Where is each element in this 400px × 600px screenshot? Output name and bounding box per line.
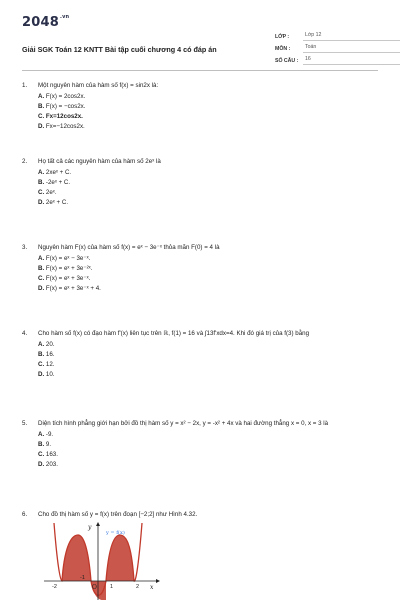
option-d[interactable]	[38, 461, 378, 471]
option-b[interactable]	[38, 265, 378, 275]
tick-label-neg2: -2	[52, 584, 57, 590]
question-number: 6.	[22, 511, 28, 518]
meta-row-grade	[275, 29, 400, 41]
option-a[interactable]	[38, 255, 378, 265]
question-3	[22, 244, 378, 295]
option-key: D.	[38, 285, 45, 293]
option-key: D.	[38, 371, 45, 379]
logo-text: 2048	[22, 15, 59, 30]
option-key: A.	[38, 431, 45, 439]
meta-value: Lớp 12	[303, 32, 400, 41]
tick-label-2: 2	[136, 584, 140, 590]
option-c[interactable]	[38, 275, 378, 285]
question-text: Họ tất cả các nguyên hàm của hàm số 2eˣ là	[38, 158, 161, 165]
options-list	[22, 255, 378, 295]
option-b[interactable]	[38, 103, 378, 113]
option-a[interactable]	[38, 341, 378, 351]
logo-domain: .vn	[59, 14, 70, 20]
option-text: 12.	[44, 361, 55, 369]
meta-label: MÔN :	[275, 45, 291, 52]
y-axis-arrow	[96, 522, 100, 526]
option-key: C.	[38, 113, 45, 121]
option-c[interactable]	[38, 451, 378, 461]
option-b[interactable]	[38, 351, 378, 361]
function-graph	[40, 521, 160, 600]
question-text: Cho hàm số f(x) có đạo hàm f'(x) liên tục trên ℝ, f(1) = 16 và ∫13f'xdx=4. Khi đó giá trị của f(3) bằng	[38, 330, 310, 337]
option-text: F(x) = eˣ + 3e⁻²ˣ.	[44, 265, 93, 273]
options-list	[22, 93, 378, 133]
option-a[interactable]	[38, 431, 378, 441]
question-number: 1.	[22, 82, 28, 89]
option-key: A.	[38, 169, 45, 177]
shaded-region-left	[62, 535, 91, 581]
option-key: A.	[38, 341, 45, 349]
tick-label-neg1: -1	[80, 575, 85, 581]
question-4	[22, 330, 378, 381]
document-title: Giải SGK Toán 12 KNTT Bài tập cuối chương 4 có đáp án	[22, 45, 217, 54]
option-text: 16.	[44, 351, 55, 359]
meta-row-count	[275, 53, 400, 65]
option-d[interactable]	[38, 285, 378, 295]
options-list	[22, 169, 378, 209]
y-axis-label: y	[88, 524, 92, 531]
option-key: D.	[38, 123, 45, 131]
option-d[interactable]	[38, 199, 378, 209]
question-text: Một nguyên hàm của hàm số f(x) = sin2x là:	[38, 82, 159, 89]
site-logo[interactable]	[22, 14, 69, 32]
option-c[interactable]	[38, 361, 378, 371]
header-divider	[22, 70, 378, 71]
option-d[interactable]	[38, 123, 378, 133]
origin-label: O	[92, 584, 97, 591]
x-axis-arrow	[156, 579, 160, 583]
option-text: Fx=12cos2x.	[44, 113, 83, 121]
question-text: Cho đồ thị hàm số y = f(x) trên đoạn [−2;2] như Hình 4.32.	[38, 511, 198, 518]
option-text: -2eˣ + C.	[44, 179, 71, 187]
question-text: Diện tích hình phẳng giới hạn bởi đồ thị hàm số y = x² − 2x, y = -x² + 4x và hai đường thẳng x = 0, x = 3 là	[38, 420, 329, 427]
document-header	[22, 12, 378, 74]
option-text: 10.	[44, 371, 55, 379]
question-1	[22, 82, 378, 133]
option-text: 2eˣ + C.	[44, 199, 69, 207]
question-6	[22, 511, 378, 519]
option-key: B.	[38, 441, 45, 449]
shaded-region-right	[106, 535, 134, 581]
meta-row-subject	[275, 41, 400, 53]
option-a[interactable]	[38, 93, 378, 103]
option-key: B.	[38, 103, 45, 111]
option-text: F(x) = eˣ + 3e⁻ˣ + 4.	[44, 285, 101, 293]
option-text: F(x) = −cos2x.	[44, 103, 86, 111]
option-key: A.	[38, 93, 45, 101]
option-b[interactable]	[38, 441, 378, 451]
question-2	[22, 158, 378, 209]
meta-info	[275, 29, 400, 65]
option-text: F(x) = eˣ − 3e⁻ˣ.	[44, 255, 91, 263]
option-text: 2xeˣ + C.	[44, 169, 72, 177]
option-text: 2eˣ.	[44, 189, 57, 197]
option-key: C.	[38, 361, 45, 369]
question-number: 3.	[22, 244, 28, 251]
meta-label: SỐ CÂU :	[275, 57, 299, 64]
option-key: C.	[38, 189, 45, 197]
option-key: C.	[38, 275, 45, 283]
meta-value: 16	[303, 56, 400, 65]
question-5	[22, 420, 378, 471]
option-c[interactable]	[38, 113, 378, 123]
option-key: A.	[38, 255, 45, 263]
option-text: 20.	[44, 341, 55, 349]
x-axis-label: x	[150, 584, 154, 591]
option-a[interactable]	[38, 169, 378, 179]
option-text: Fx=−12cos2x.	[44, 123, 85, 131]
option-key: D.	[38, 461, 45, 469]
options-list	[22, 341, 378, 381]
curve-label: y = f(x)	[106, 530, 125, 536]
option-key: B.	[38, 351, 45, 359]
option-text: 203.	[44, 461, 58, 469]
option-key: C.	[38, 451, 45, 459]
option-text: -9.	[44, 431, 54, 439]
option-text: 163.	[44, 451, 58, 459]
option-text: F(x) = 2cos2x.	[44, 93, 86, 101]
option-d[interactable]	[38, 371, 378, 381]
options-list	[22, 431, 378, 471]
question-text: Nguyên hàm F(x) của hàm số f(x) = eˣ − 3e⁻ˣ thỏa mãn F(0) = 4 là	[38, 244, 220, 251]
question-number: 5.	[22, 420, 28, 427]
option-text: F(x) = eˣ + 3e⁻ˣ.	[44, 275, 91, 283]
option-c[interactable]	[38, 189, 378, 199]
meta-value: Toán	[303, 44, 400, 53]
option-key: D.	[38, 199, 45, 207]
tick-label-1: 1	[110, 584, 114, 590]
meta-label: LỚP :	[275, 33, 290, 40]
option-text: 9.	[44, 441, 52, 449]
option-key: B.	[38, 265, 45, 273]
question-number: 2.	[22, 158, 28, 165]
option-b[interactable]	[38, 179, 378, 189]
question-number: 4.	[22, 330, 28, 337]
option-key: B.	[38, 179, 45, 187]
